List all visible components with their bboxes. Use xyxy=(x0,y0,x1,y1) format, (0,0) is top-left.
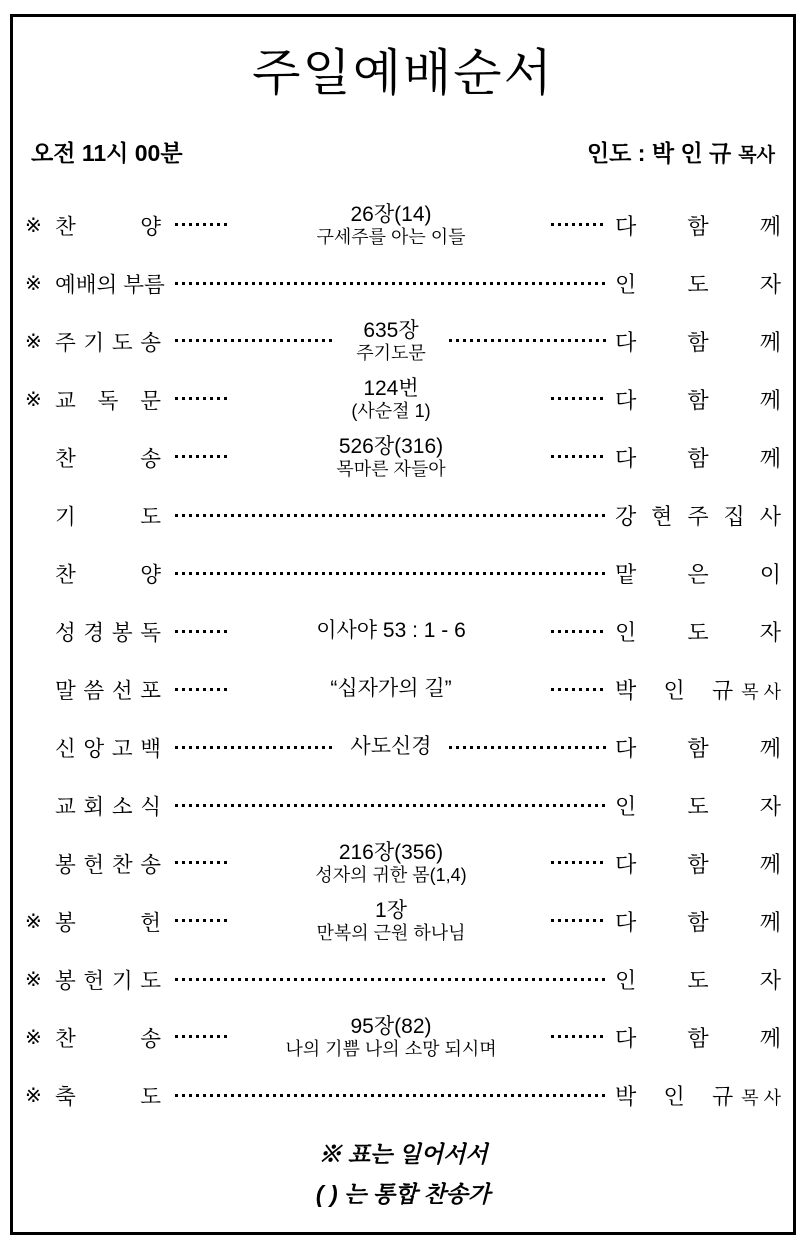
item-label: 축 도 xyxy=(55,1084,161,1109)
performer-name: 인 도 자 xyxy=(615,967,781,993)
performer xyxy=(615,848,781,879)
performer-name: 다 함 께 xyxy=(615,213,781,239)
dotted-leader xyxy=(175,282,605,285)
row-middle xyxy=(161,282,615,285)
performer xyxy=(615,558,781,589)
dotted-leader xyxy=(175,514,605,517)
row-middle xyxy=(161,1015,615,1059)
row-center xyxy=(231,677,551,701)
performer xyxy=(615,442,781,473)
performer xyxy=(615,906,781,937)
row-middle xyxy=(161,978,615,981)
row-center xyxy=(231,1015,551,1059)
performer-name: 다 함 께 xyxy=(615,851,781,877)
service-row xyxy=(21,602,781,660)
dotted-leader xyxy=(175,1035,231,1038)
service-row xyxy=(21,428,781,486)
center-sub-text: 주기도문 xyxy=(356,342,426,363)
item-label: 찬 송 xyxy=(55,446,161,471)
page-title: 주일예배순서 xyxy=(252,45,554,101)
dotted-leader xyxy=(175,572,605,575)
row-center xyxy=(231,377,551,421)
service-row xyxy=(21,370,781,428)
dotted-leader xyxy=(551,630,607,633)
row-middle xyxy=(161,1094,615,1097)
center-main-text: 사도신경 xyxy=(350,735,432,759)
footer-notes xyxy=(13,1134,793,1214)
item-label: 기 도 xyxy=(55,504,161,529)
leader-title-suffix: 목사 xyxy=(738,145,775,166)
dotted-leader xyxy=(449,746,607,749)
row-middle xyxy=(161,377,615,421)
dotted-leader xyxy=(175,397,231,400)
service-subheader xyxy=(31,135,775,168)
service-row xyxy=(21,1066,781,1124)
row-middle xyxy=(161,572,615,575)
performer xyxy=(615,268,781,299)
service-row xyxy=(21,196,781,254)
item-label: 봉 헌 찬 송 xyxy=(55,852,161,877)
performer-name: 박 인 규 xyxy=(615,1083,734,1109)
item-label: 찬 송 xyxy=(55,1026,161,1051)
performer xyxy=(615,616,781,647)
performer xyxy=(615,384,781,415)
star-mark: ※ xyxy=(25,1026,42,1049)
center-sub-text: 목마른 자들아 xyxy=(336,458,446,479)
row-center xyxy=(333,319,449,363)
performer-name: 다 함 께 xyxy=(615,909,781,935)
row-middle xyxy=(161,735,615,759)
row-center xyxy=(231,435,551,479)
row-middle xyxy=(161,319,615,363)
service-row xyxy=(21,254,781,312)
dotted-leader xyxy=(551,861,607,864)
service-row xyxy=(21,312,781,370)
item-label: 말 씀 선 포 xyxy=(55,678,161,703)
center-main-text: 1장 xyxy=(375,898,407,922)
row-center xyxy=(231,841,551,885)
star-mark: ※ xyxy=(25,272,42,295)
dotted-leader xyxy=(551,919,607,922)
dotted-leader xyxy=(175,630,231,633)
center-main-text: 26장(14) xyxy=(350,202,432,226)
dotted-leader xyxy=(175,339,333,342)
dotted-leader xyxy=(551,1035,607,1038)
dotted-leader xyxy=(175,455,231,458)
center-main-text: “십자가의 길” xyxy=(330,677,452,701)
performer xyxy=(615,674,781,705)
performer xyxy=(615,732,781,763)
performer xyxy=(615,1080,781,1111)
performer-name: 인 도 자 xyxy=(615,271,781,297)
center-sub-text: 나의 기쁨 나의 소망 되시며 xyxy=(285,1038,497,1059)
center-sub-text: (사순절 1) xyxy=(351,400,431,421)
performer-name: 다 함 께 xyxy=(615,445,781,471)
row-middle xyxy=(161,203,615,247)
dotted-leader xyxy=(175,919,231,922)
performer xyxy=(615,210,781,241)
star-mark: ※ xyxy=(25,388,42,411)
center-sub-text: 성자의 귀한 몸(1,4) xyxy=(315,864,467,885)
item-label: 봉 헌 기 도 xyxy=(55,968,161,993)
performer-name: 다 함 께 xyxy=(615,387,781,413)
service-row xyxy=(21,486,781,544)
center-main-text: 124번 xyxy=(363,376,419,400)
performer-name: 다 함 께 xyxy=(615,735,781,761)
star-mark: ※ xyxy=(25,910,42,933)
row-middle xyxy=(161,899,615,943)
performer-name: 다 함 께 xyxy=(615,1025,781,1051)
service-rows xyxy=(13,196,793,1124)
row-center xyxy=(231,619,551,643)
dotted-leader xyxy=(175,223,231,226)
performer-name: 다 함 께 xyxy=(615,329,781,355)
service-row xyxy=(21,834,781,892)
item-label: 신 앙 고 백 xyxy=(55,736,161,761)
performer-name: 강 현 주 집 사 xyxy=(615,503,781,529)
dotted-leader xyxy=(175,688,231,691)
footer-note-standing: ※ 표는 일어서서 xyxy=(318,1141,488,1167)
dotted-leader xyxy=(551,688,607,691)
item-label: 예배의 부름 xyxy=(55,272,165,297)
performer-title-suffix: 목 사 xyxy=(741,681,781,702)
row-middle xyxy=(161,841,615,885)
dotted-leader xyxy=(175,1094,605,1097)
service-row xyxy=(21,950,781,1008)
center-main-text: 216장(356) xyxy=(338,840,444,864)
performer-name: 박 인 규 xyxy=(615,677,734,703)
performer xyxy=(615,790,781,821)
performer-name: 맡 은 이 xyxy=(615,561,781,587)
item-label: 교 독 문 xyxy=(55,388,161,413)
performer-title-suffix: 목 사 xyxy=(741,1087,781,1108)
dotted-leader xyxy=(551,455,607,458)
service-time: 오전 11시 00분 xyxy=(31,140,183,166)
row-center xyxy=(231,899,551,943)
dotted-leader xyxy=(175,804,605,807)
center-main-text: 이사야 53 : 1 - 6 xyxy=(316,619,466,643)
item-label: 찬 양 xyxy=(55,214,161,239)
leader-name: 인도 : 박 인 규 xyxy=(586,140,732,166)
center-main-text: 635장 xyxy=(363,318,419,342)
center-main-text: 526장(316) xyxy=(338,434,444,458)
row-center xyxy=(231,203,551,247)
performer xyxy=(615,964,781,995)
performer xyxy=(615,326,781,357)
dotted-leader xyxy=(551,397,607,400)
star-mark: ※ xyxy=(25,330,42,353)
item-label: 찬 양 xyxy=(55,562,161,587)
footer-note-hymnal: ( ) 는 통합 찬송가 xyxy=(315,1181,491,1207)
dotted-leader xyxy=(449,339,607,342)
center-sub-text: 만복의 근원 하나님 xyxy=(316,922,466,943)
dotted-leader xyxy=(175,978,605,981)
row-middle xyxy=(161,677,615,701)
dotted-leader xyxy=(551,223,607,226)
service-row xyxy=(21,892,781,950)
dotted-leader xyxy=(175,746,333,749)
star-mark: ※ xyxy=(25,968,42,991)
service-row xyxy=(21,660,781,718)
row-middle xyxy=(161,435,615,479)
center-sub-text: 구세주를 아는 이들 xyxy=(316,226,466,247)
service-row xyxy=(21,544,781,602)
star-mark: ※ xyxy=(25,1084,42,1107)
service-row xyxy=(21,718,781,776)
performer xyxy=(615,500,781,531)
item-label: 주 기 도 송 xyxy=(55,330,161,355)
document-frame xyxy=(10,14,796,1235)
service-row xyxy=(21,1008,781,1066)
center-main-text: 95장(82) xyxy=(350,1014,432,1038)
item-label: 성 경 봉 독 xyxy=(55,620,161,645)
performer-name: 인 도 자 xyxy=(615,793,781,819)
star-mark: ※ xyxy=(25,214,42,237)
performer-name: 인 도 자 xyxy=(615,619,781,645)
row-center xyxy=(333,735,449,759)
service-row xyxy=(21,776,781,834)
service-leader xyxy=(587,135,775,168)
dotted-leader xyxy=(175,861,231,864)
performer xyxy=(615,1022,781,1053)
item-label: 봉 헌 xyxy=(55,910,161,935)
row-middle xyxy=(161,804,615,807)
row-middle xyxy=(161,514,615,517)
row-middle xyxy=(161,619,615,643)
item-label: 교 회 소 식 xyxy=(55,794,161,819)
